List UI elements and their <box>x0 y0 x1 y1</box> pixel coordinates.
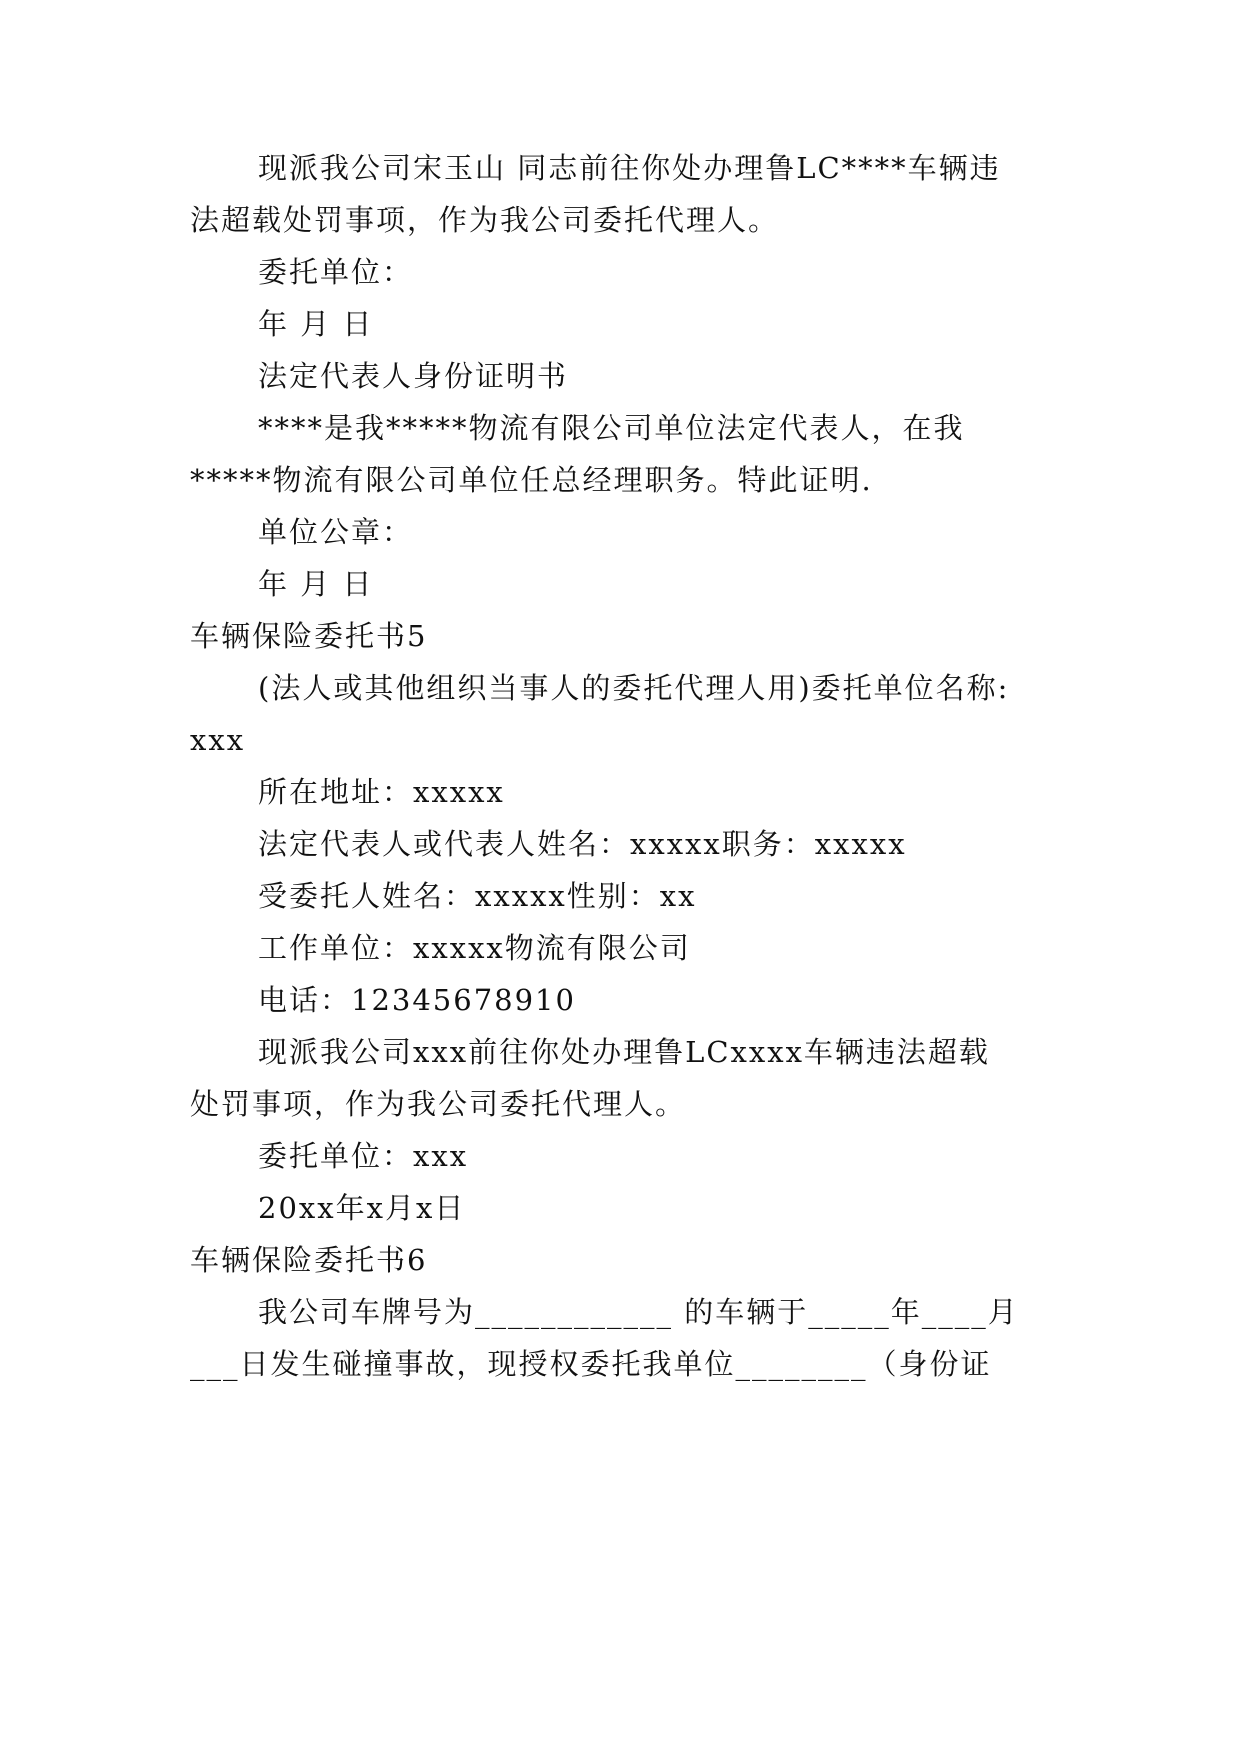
text-line-3: 委托单位： <box>258 255 414 289</box>
text-line-16: 工作单位：xxxxx物流有限公司 <box>258 931 691 965</box>
section-heading-id-certificate: 法定代表人身份证明书 <box>258 359 569 393</box>
text-line-1: 现派我公司宋玉山 同志前往你处办理鲁LC****车辆违 <box>258 151 1001 185</box>
text-line-15: 受委托人姓名：xxxxx性别：xx <box>258 879 697 913</box>
text-line-19: 处罚事项，作为我公司委托代理人。 <box>190 1087 687 1121</box>
text-line-7: *****物流有限公司单位任总经理职务。特此证明. <box>190 463 873 497</box>
text-line-9: 年 月 日 <box>258 567 374 601</box>
text-line-4: 年 月 日 <box>258 307 374 341</box>
section-heading-6: 车辆保险委托书6 <box>190 1243 428 1277</box>
text-line-8: 单位公章： <box>258 515 414 549</box>
text-line-24: ___日发生碰撞事故，现授权委托我单位________（身份证 <box>190 1347 992 1381</box>
section-heading-5: 车辆保险委托书5 <box>190 619 428 653</box>
text-line-13: 所在地址：xxxxx <box>258 775 505 809</box>
text-line-12: xxx <box>190 723 246 757</box>
text-line-14: 法定代表人或代表人姓名：xxxxx职务：xxxxx <box>258 827 907 861</box>
text-line-20: 委托单位：xxx <box>258 1139 469 1173</box>
text-line-6: ****是我*****物流有限公司单位法定代表人，在我 <box>258 411 965 445</box>
text-line-11: (法人或其他组织当事人的委托代理人用)委托单位名称: <box>258 671 1010 705</box>
text-line-23: 我公司车牌号为____________ 的车辆于_____年____月 <box>258 1295 1019 1329</box>
text-line-21: 20xx年x月x日 <box>258 1191 466 1225</box>
text-line-18: 现派我公司xxx前往你处办理鲁LCxxxx车辆违法超载 <box>258 1035 990 1069</box>
text-line-17: 电话：12345678910 <box>258 983 576 1017</box>
text-line-2: 法超载处罚事项，作为我公司委托代理人。 <box>190 203 780 237</box>
